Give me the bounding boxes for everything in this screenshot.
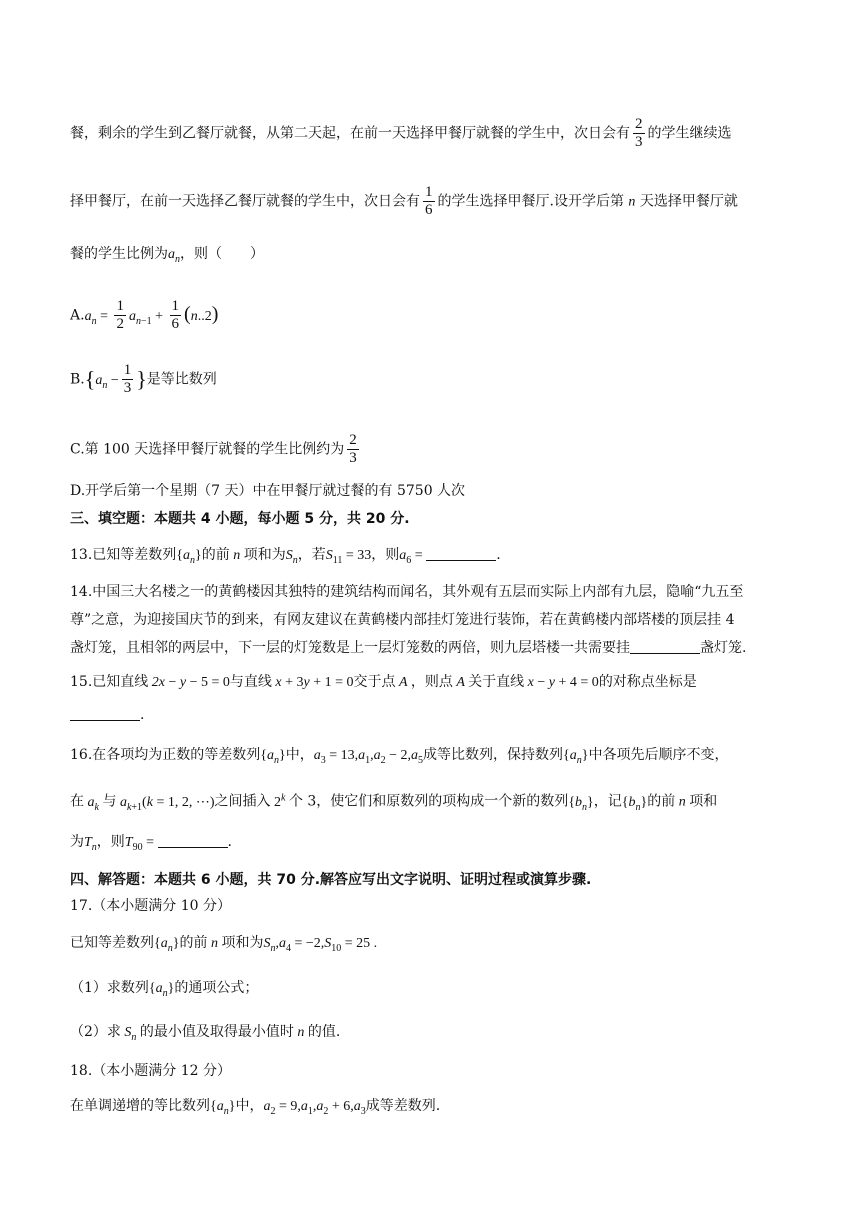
math: x + 3y + 1 = 0 <box>271 675 354 690</box>
math: $\{a_n\}$ <box>563 748 589 766</box>
right-brace: } <box>136 366 147 392</box>
math-an: $a_n$ <box>168 247 180 265</box>
text: （2）求 <box>70 1024 121 1040</box>
text: （1）求数列 <box>70 980 149 996</box>
question-18-stem <box>70 1096 790 1122</box>
math: n <box>293 1025 308 1040</box>
text: 的前 <box>647 793 676 810</box>
option-label: B. <box>70 371 85 388</box>
q12-line2 <box>70 184 790 219</box>
question-16-line3: 为$T_n$，则$T_{90}$ = . <box>70 834 232 853</box>
q12-option-a <box>70 298 790 333</box>
text: C.第 100 天选择甲餐厅就餐的学生比例约为 <box>70 441 345 458</box>
text: 已知等差数列 <box>70 935 154 951</box>
text: . <box>496 547 501 563</box>
text: 的对称点坐标是 <box>598 674 697 690</box>
text: 与 <box>102 793 117 810</box>
text: ，则（ ） <box>180 246 264 262</box>
text: 与直线 <box>229 674 272 690</box>
math: n <box>207 936 222 951</box>
math: A <box>452 675 469 690</box>
answer-blank[interactable] <box>70 706 140 721</box>
question-16-line2 <box>70 788 790 817</box>
math: n <box>229 548 244 563</box>
text: 的学生选择甲餐厅.设开学后第 <box>437 193 624 210</box>
text: 成等比数列，保持数列 <box>423 747 564 763</box>
text: 成等差数列. <box>365 1098 441 1114</box>
math: $\{b_n\}$ <box>568 794 594 813</box>
math: $S_n,a_4 = -2,S_{10} = 25$ . <box>263 936 378 954</box>
answer-blank[interactable] <box>426 546 496 561</box>
math: $S_n$ <box>285 548 298 566</box>
fraction-1-6: $\frac{1}{6}$ <box>425 184 433 218</box>
math: $\{a_n\}$ <box>148 981 175 999</box>
option-label: A. <box>70 307 85 324</box>
math: $T_{90}$ = <box>124 835 154 853</box>
question-14-line3 <box>70 638 790 658</box>
text: 在单调递增的等比数列 <box>70 1098 210 1114</box>
math: $a_6$ = <box>399 548 423 566</box>
text: 餐的学生比例为 <box>70 246 168 262</box>
math-n: n <box>628 194 636 210</box>
math: $\{a_n\}$ <box>176 548 202 566</box>
q12-line3 <box>70 244 790 270</box>
q12-option-d <box>70 481 790 501</box>
question-18-title: 18.（本小题满分 12 分） <box>70 1063 231 1079</box>
math: $S_{11} = 33$ <box>325 548 372 566</box>
section-heading: 四、解答题：本题共 6 小题，共 70 分.解答应写出文字说明、证明过程或演算步骤. <box>70 872 592 888</box>
math: A <box>395 675 411 690</box>
math: $a_n$ − <box>95 372 119 391</box>
text: ，则 <box>96 834 125 850</box>
text: 关于直线 <box>468 674 525 690</box>
text: 个 3，使它们和原数列的项构成一个新的数列 <box>288 793 569 810</box>
text: 的最小值及取得最小值时 <box>139 1024 294 1040</box>
fraction: $\frac{1}{3}$ <box>123 362 132 396</box>
question-17-part1 <box>70 978 790 1004</box>
text: 餐，剩余的学生到乙餐厅就餐，从第二天起，在前一天选择甲餐厅就餐的学生中，次日会有 <box>70 125 630 142</box>
text: 择甲餐厅，在前一天选择乙餐厅就餐的学生中，次日会有 <box>70 193 420 210</box>
math-formula: $a_n$ = <box>84 308 108 327</box>
text: 中各项先后顺序不变， <box>588 747 729 763</box>
text: 的前 <box>201 547 230 563</box>
text: D.开学后第一个星期（7 天）中在甲餐厅就过餐的有 5750 人次 <box>70 483 466 499</box>
text: ，记 <box>593 793 622 810</box>
text: ，则 <box>371 547 400 563</box>
text: 项和为 <box>243 547 286 563</box>
text: 的学生继续选 <box>647 125 732 142</box>
text: 的通项公式； <box>174 980 259 996</box>
left-brace: { <box>84 366 96 392</box>
math: 2$^k$ <box>274 792 286 810</box>
section-heading: 三、填空题：本题共 4 小题，每小题 5 分，共 20 分. <box>70 511 410 527</box>
text: 16.在各项均为正数的等差数列 <box>70 747 261 763</box>
text: 中， <box>235 1098 264 1114</box>
text: 中， <box>285 747 314 763</box>
text: 天选择甲餐厅就 <box>639 193 738 210</box>
text: ，若 <box>297 547 326 563</box>
text: 为 <box>70 834 84 850</box>
math: $a_3 = 13,a_1,a_2 - 2,a_5$ <box>313 748 424 766</box>
math: $\{b_n\}$ <box>621 794 648 813</box>
q12-option-c <box>70 432 790 467</box>
question-14-line2: 尊”之意，为迎接国庆节的到来，有网友建议在黄鹤楼内部挂灯笼进行装饰，若在黄鹤楼内部塔楼的顶层挂 4 <box>70 612 735 628</box>
math: $S_n$ <box>120 1025 137 1043</box>
q12-option-b <box>70 362 790 397</box>
text: 项和为 <box>221 935 264 951</box>
question-17-part2 <box>70 1022 790 1048</box>
fraction: $\frac{2}{3}$ <box>349 432 357 466</box>
math: $T_n$ <box>84 835 97 853</box>
question-17-title: 17.（本小题满分 10 分） <box>70 898 231 914</box>
answer-blank[interactable] <box>158 833 228 848</box>
text: 盏灯笼，且相邻的两层中，下一层的灯笼数是上一层灯笼数的两倍，则九层塔楼一共需要挂 <box>70 640 630 656</box>
math: x − y + 4 = 0 <box>524 675 599 690</box>
text: 15.已知直线 <box>70 674 149 690</box>
question-14-line1: 14.中国三大名楼之一的黄鹤楼因其独特的建筑结构而闻名，其外观有五层而实际上内部有九层，隐喻“九五至 <box>70 584 744 600</box>
text: 盏灯笼. <box>700 640 747 656</box>
text: 是等比数列 <box>146 371 217 388</box>
math: (n..2) <box>184 302 219 325</box>
question-16-line1 <box>70 745 790 771</box>
math: n <box>675 794 690 810</box>
question-17-stem <box>70 933 790 959</box>
question-15 <box>70 672 790 693</box>
text: ，则点 <box>410 674 453 690</box>
math: $a_2 = 9,a_1,a_2 + 6,a_3$ <box>263 1099 366 1117</box>
q12-line1 <box>70 116 790 151</box>
math: $\{a_n\}$ <box>154 936 180 954</box>
text: 之间插入 <box>214 793 271 810</box>
fraction: $\frac{1}{2}$ <box>116 298 124 332</box>
text: 的前 <box>179 935 208 951</box>
answer-blank[interactable] <box>630 639 700 654</box>
text: 13.已知等差数列 <box>70 547 177 563</box>
text: 的值. <box>307 1024 341 1040</box>
text: 交于点 <box>353 674 396 690</box>
fraction-2-3: $\frac{2}{3}$ <box>635 116 643 150</box>
math: $a_k$ <box>84 794 99 813</box>
question-15-answer: . <box>70 705 790 725</box>
text: 项和 <box>689 793 718 810</box>
math: $\{a_n\}$ <box>260 748 286 766</box>
math: $a_{n-1}$ + <box>128 308 164 327</box>
text: 在 <box>70 793 84 810</box>
math: $a_{k+1}(k = 1$, 2, ⋯) <box>116 794 215 813</box>
math: $\{a_n\}$ <box>210 1099 236 1117</box>
math: 2x − y − 5 = 0 <box>148 675 230 690</box>
question-13 <box>70 545 790 571</box>
fraction: $\frac{1}{6}$ <box>171 298 180 332</box>
